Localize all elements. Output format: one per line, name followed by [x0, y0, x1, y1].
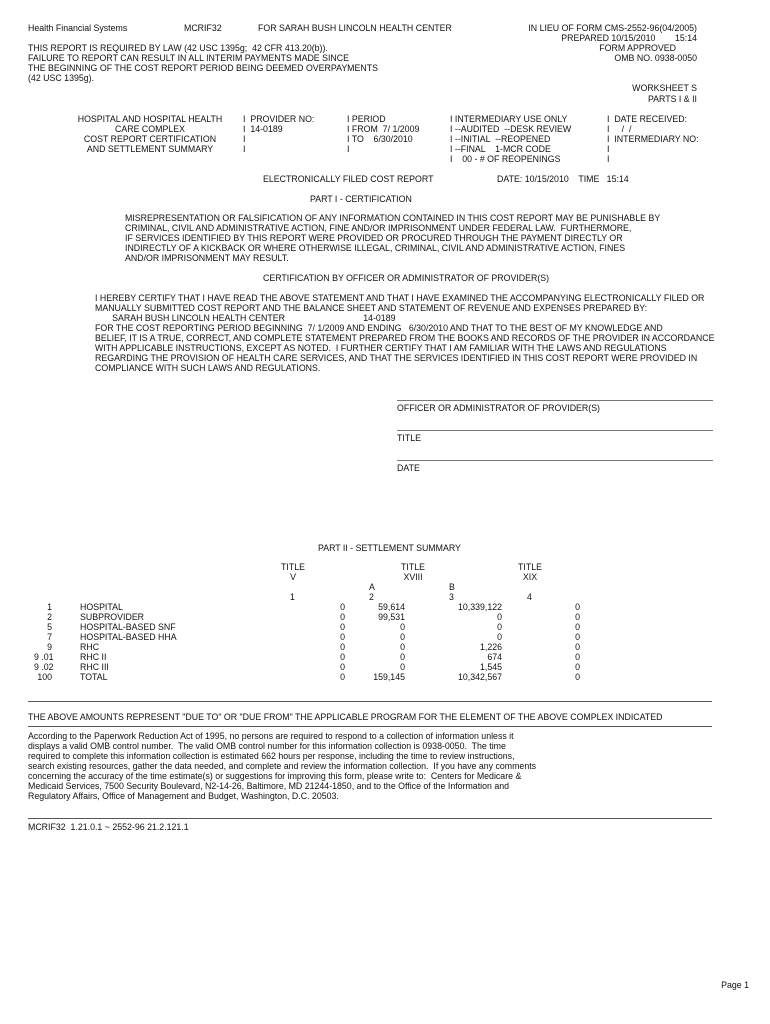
- title-v-amount: 0: [340, 602, 345, 612]
- date-line: [397, 460, 713, 461]
- title-xviii-b-amount: 1,226: [479, 642, 502, 652]
- column-heading-xix: XIX: [522, 572, 538, 582]
- title-xviii-b-amount: 0: [497, 632, 502, 642]
- law-line: THIS REPORT IS REQUIRED BY LAW (42 USC 1395g; 42 CFR 413.20(b)).: [28, 43, 328, 53]
- cert-line: REGARDING THE PROVISION OF HEALTH CARE SERVICES, AND THAT THE SERVICES IDENTIFIED IN THIS COST REPORT WERE PROVIDED IN: [95, 353, 698, 363]
- paperwork-line: Regulatory Affairs, Office of Management and Budget, Washington, D.C. 20503.: [28, 791, 339, 801]
- version-footer: MCRIF32 1.21.0.1 ~ 2552-96 21.2.121.1: [28, 822, 189, 832]
- line-label: HOSPITAL: [80, 602, 123, 612]
- line-number: 9: [47, 642, 52, 652]
- divider: [28, 701, 712, 702]
- period-from: I FROM 7/ 1/2009: [347, 124, 420, 134]
- intermediary-initial: I --INITIAL --REOPENED: [450, 134, 551, 144]
- title-xviii-b-amount: 0: [497, 612, 502, 622]
- law-line: THE BEGINNING OF THE COST REPORT PERIOD BEING DEEMED OVERPAYMENTS: [28, 63, 378, 73]
- prepared-date: PREPARED 10/15/2010 15:14: [561, 33, 697, 43]
- paperwork-line: search existing resources, gather the data needed, and complete and review the information collection. If you have any comments: [28, 761, 537, 771]
- line-label: TOTAL: [80, 672, 108, 682]
- line-number: 5: [47, 622, 52, 632]
- column-heading-xviii: XVIII: [403, 572, 423, 582]
- title-xviii-b-amount: 10,342,567: [457, 672, 502, 682]
- column-number: 3: [449, 592, 454, 602]
- title-v-amount: 0: [340, 672, 345, 682]
- title-xviii-a-amount: 0: [400, 642, 405, 652]
- intermediary-no-label: I INTERMEDIARY NO:: [607, 134, 699, 144]
- column-number: 4: [527, 592, 532, 602]
- paperwork-line: displays a valid OMB control number. The valid OMB control number for this information collection is 0938-0050. The time: [28, 741, 506, 751]
- title-xix-amount: 0: [575, 662, 580, 672]
- filing-date-time: DATE: 10/15/2010 TIME 15:14: [497, 174, 629, 184]
- cert-line: FOR THE COST REPORTING PERIOD BEGINNING 7/ 1/2009 AND ENDING 6/30/2010 AND THAT TO THE BEST OF MY KNOWLEDGE AND: [95, 323, 663, 333]
- intermediary-final: I --FINAL 1-MCR CODE: [450, 144, 551, 154]
- title-xix-amount: 0: [575, 622, 580, 632]
- electronic-filing: ELECTRONICALLY FILED COST REPORT: [263, 174, 434, 184]
- title-xviii-a-amount: 59,614: [378, 602, 405, 612]
- title-xviii-a-amount: 159,145: [373, 672, 405, 682]
- due-statement: THE ABOVE AMOUNTS REPRESENT "DUE TO" OR "DUE FROM" THE APPLICABLE PROGRAM FOR THE ELEMENT OF THE ABOVE COMPLEX INDICATED: [28, 712, 663, 722]
- period-label: I PERIOD: [347, 114, 386, 124]
- part2-title: PART II - SETTLEMENT SUMMARY: [318, 543, 461, 553]
- report-title: HOSPITAL AND HOSPITAL HEALTH: [77, 114, 223, 124]
- period-to: I TO 6/30/2010: [347, 134, 413, 144]
- title-v-amount: 0: [340, 662, 345, 672]
- law-line: (42 USC 1395g).: [28, 73, 95, 83]
- report-title: AND SETTLEMENT SUMMARY: [86, 144, 214, 154]
- divider-bar: I: [243, 144, 246, 154]
- column-heading-b: B: [449, 582, 455, 592]
- provider-number: I 14-0189: [243, 124, 283, 134]
- title-xviii-b-amount: 674: [487, 652, 502, 662]
- program-id: MCRIF32: [184, 23, 222, 33]
- title-xviii-a-amount: 0: [400, 652, 405, 662]
- cert-line: COMPLIANCE WITH SUCH LAWS AND REGULATIONS.: [95, 363, 321, 373]
- line-number: 100: [37, 672, 52, 682]
- cert-line: BELIEF, IT IS A TRUE, CORRECT, AND COMPLETE STATEMENT PREPARED FROM THE BOOKS AND RECORDS OF THE PROVIDER IN ACCORDANCE: [95, 333, 715, 343]
- title-xix-amount: 0: [575, 632, 580, 642]
- title-xix-amount: 0: [575, 612, 580, 622]
- misrep-line: MISREPRESENTATION OR FALSIFICATION OF ANY INFORMATION CONTAINED IN THIS COST REPORT MAY BE PUNISHABLE BY: [125, 213, 661, 223]
- cert-line: SARAH BUSH LINCOLN HEALTH CENTER 14-0189: [95, 313, 396, 323]
- divider-bar: I: [347, 144, 350, 154]
- divider: [28, 818, 712, 819]
- cert-line: MANUALLY SUBMITTED COST REPORT AND THE BALANCE SHEET AND STATEMENT OF REVENUE AND EXPENSES PREPARED BY:: [95, 303, 648, 313]
- provider-heading: FOR SARAH BUSH LINCOLN HEALTH CENTER: [258, 23, 452, 33]
- intermediary-use: I INTERMEDIARY USE ONLY: [450, 114, 568, 124]
- page-number: Page 1: [721, 980, 749, 990]
- line-label: HOSPITAL-BASED HHA: [80, 632, 177, 642]
- title-xix-amount: 0: [575, 642, 580, 652]
- column-heading-a: A: [369, 582, 375, 592]
- title-xviii-b-amount: 1,545: [479, 662, 502, 672]
- date-received-label: I DATE RECEIVED:: [607, 114, 688, 124]
- form-approved: FORM APPROVED: [599, 43, 676, 53]
- cert-line: I HEREBY CERTIFY THAT I HAVE READ THE ABOVE STATEMENT AND THAT I HAVE EXAMINED THE ACCOMPANYING ELECTRONICALLY FILED OR: [95, 293, 705, 303]
- paperwork-line: According to the Paperwork Reduction Act of 1995, no persons are required to respond to a collection of information unless it: [28, 731, 514, 741]
- title-v-amount: 0: [340, 642, 345, 652]
- misrep-line: INDIRECTLY OF A KICKBACK OR WHERE OTHERWISE ILLEGAL, CRIMINAL, CIVIL AND ADMINISTRATIVE ACTION, FINES: [125, 243, 626, 253]
- certification-title: CERTIFICATION BY OFFICER OR ADMINISTRATOR OF PROVIDER(S): [263, 273, 550, 283]
- report-title: CARE COMPLEX: [115, 124, 185, 134]
- part1-title: PART I - CERTIFICATION: [310, 194, 412, 204]
- line-number: 9 .01: [34, 652, 54, 662]
- law-line: FAILURE TO REPORT CAN RESULT IN ALL INTERIM PAYMENTS MADE SINCE: [28, 53, 349, 63]
- line-label: RHC II: [80, 652, 107, 662]
- date-received: I / /: [607, 124, 632, 134]
- title-v-amount: 0: [340, 652, 345, 662]
- divider-bar: I: [607, 144, 610, 154]
- column-heading-title-xviii: TITLE: [401, 562, 425, 572]
- parts-label: PARTS I & II: [647, 94, 697, 104]
- form-lieu: IN LIEU OF FORM CMS-2552-96(04/2005): [528, 23, 697, 33]
- worksheet-label: WORKSHEET S: [632, 83, 697, 93]
- title-xviii-a-amount: 99,531: [378, 612, 405, 622]
- line-label: RHC III: [80, 662, 109, 672]
- column-heading-title-xix: TITLE: [518, 562, 542, 572]
- divider-bar: I: [607, 154, 610, 164]
- title-xviii-a-amount: 0: [400, 662, 405, 672]
- misrep-line: CRIMINAL, CIVIL AND ADMINISTRATIVE ACTION, FINE AND/OR IMPRISONMENT UNDER FEDERAL LAW. FURTHERMORE,: [125, 223, 632, 233]
- misrep-line: AND/OR IMPRISONMENT MAY RESULT.: [125, 253, 289, 263]
- paperwork-line: required to complete this information collection is estimated 662 hours per response, including the time to review instructions,: [28, 751, 515, 761]
- line-number: 1: [47, 602, 52, 612]
- paperwork-line: concerning the accuracy of the time estimate(s) or suggestions for improving this form, please write to: Centers for Medicare &: [28, 771, 522, 781]
- title-xviii-a-amount: 0: [400, 632, 405, 642]
- title-label: TITLE: [397, 433, 421, 443]
- title-xix-amount: 0: [575, 672, 580, 682]
- title-xviii-b-amount: 10,339,122: [457, 602, 502, 612]
- intermediary-audited: I --AUDITED --DESK REVIEW: [450, 124, 572, 134]
- title-line: [397, 430, 713, 431]
- column-number: 1: [290, 592, 295, 602]
- line-number: 7: [47, 632, 52, 642]
- omb-number: OMB NO. 0938-0050: [614, 53, 697, 63]
- line-label: SUBPROVIDER: [80, 612, 145, 622]
- date-label: DATE: [397, 463, 420, 473]
- software-vendor: Health Financial Systems: [28, 23, 128, 33]
- column-number: 2: [369, 592, 374, 602]
- column-heading-v: V: [290, 572, 296, 582]
- divider-bar: I: [243, 134, 246, 144]
- title-xix-amount: 0: [575, 652, 580, 662]
- title-xix-amount: 0: [575, 602, 580, 612]
- title-xviii-b-amount: 0: [497, 622, 502, 632]
- line-label: RHC: [80, 642, 100, 652]
- title-v-amount: 0: [340, 632, 345, 642]
- signature-line: [397, 400, 713, 401]
- intermediary-reopenings: I 00 - # OF REOPENINGS: [450, 154, 561, 164]
- provider-number-label: I PROVIDER NO:: [243, 114, 315, 124]
- misrep-line: IF SERVICES IDENTIFIED BY THIS REPORT WERE PROVIDED OR PROCURED THROUGH THE PAYMENT DIRECTLY OR: [125, 233, 623, 243]
- cert-line: WITH APPLICABLE INSTRUCTIONS, EXCEPT AS NOTED. I FURTHER CERTIFY THAT I AM FAMILIAR WITH THE LAWS AND REGULATIONS: [95, 343, 667, 353]
- column-heading-title-v: TITLE: [281, 562, 305, 572]
- title-v-amount: 0: [340, 622, 345, 632]
- line-number: 2: [47, 612, 52, 622]
- line-number: 9 .02: [34, 662, 54, 672]
- divider: [28, 726, 712, 727]
- paperwork-line: Medicaid Services, 7500 Security Boulevard, N2-14-26, Baltimore, MD 21244-1850, and to the Office of the Information and: [28, 781, 509, 791]
- line-label: HOSPITAL-BASED SNF: [80, 622, 176, 632]
- officer-signature-label: OFFICER OR ADMINISTRATOR OF PROVIDER(S): [397, 403, 600, 413]
- title-v-amount: 0: [340, 612, 345, 622]
- report-title: COST REPORT CERTIFICATION: [83, 134, 217, 144]
- title-xviii-a-amount: 0: [400, 622, 405, 632]
